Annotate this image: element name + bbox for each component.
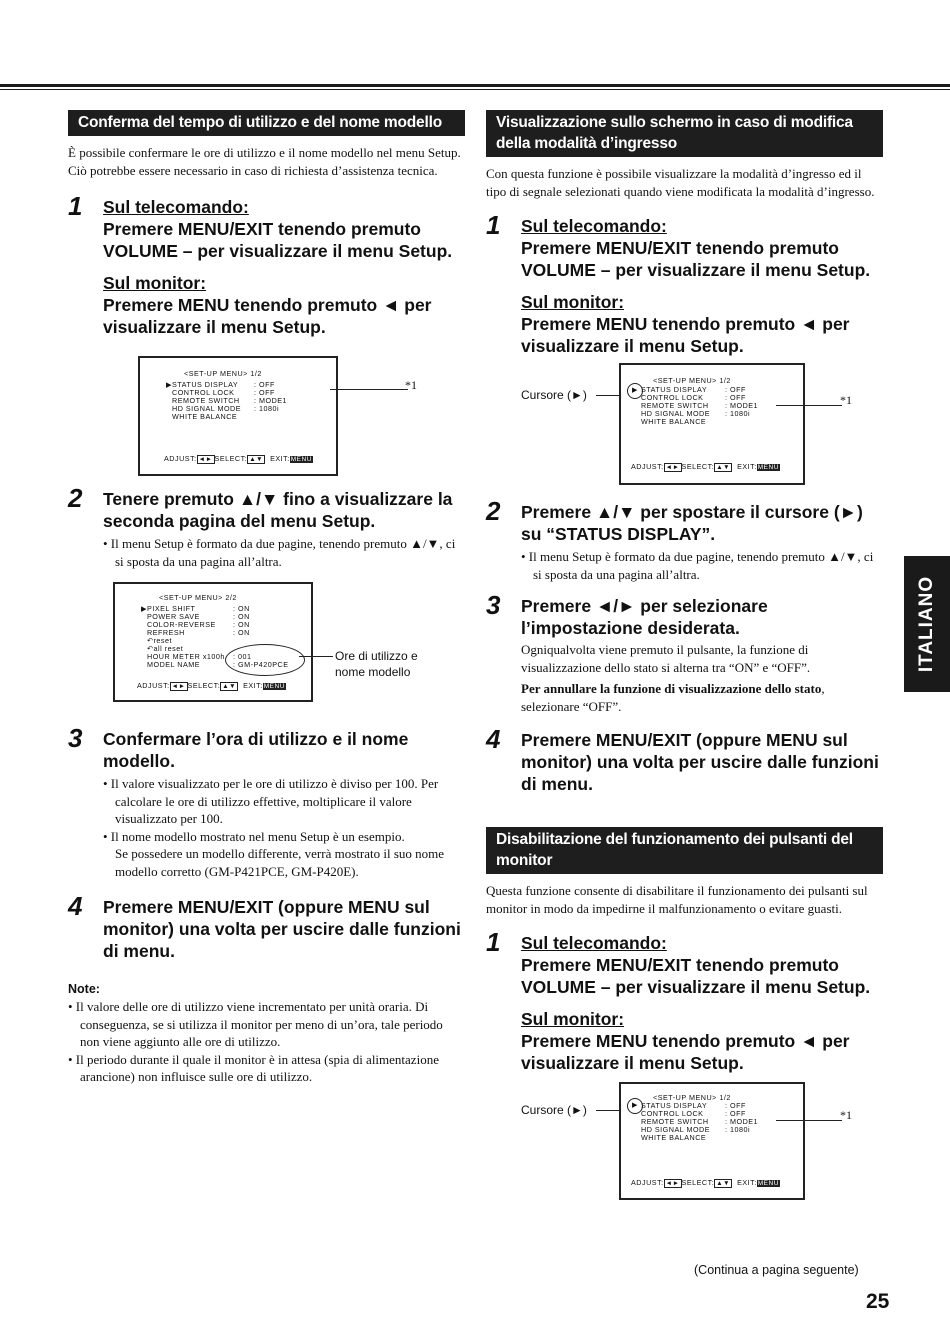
monitor-label: Sul monitor: [521,292,625,312]
continue-note: (Continua a pagina seguente) [694,1263,859,1277]
cursor-circle: ▶ [627,383,643,399]
language-tab [904,556,950,692]
section-heading-usage-time: Conferma del tempo di utilizzo e del nome modello [68,110,465,136]
usage-callout: Ore di utilizzo e nome modello [335,649,418,679]
monitor-instruction: Premere MENU tenendo premuto ◄ per visualizzare il menu Setup. [521,1031,850,1073]
cursor-circle: ▶ [627,1098,643,1114]
step-3 [68,723,465,880]
menu-item: ▶PIXEL SHIFT [141,604,196,613]
menu-value: : 1080i [254,404,280,413]
menu-value: : MODE1 [725,401,759,410]
intro-text: Questa funzione consente di disabilitare il funzionamento dei pulsanti sul monitor in modo da impedirne il malfunzionamento o evitare guasti. [486,883,868,916]
remote-instruction: Premere MENU/EXIT tenendo premuto VOLUME – per visualizzare il menu Setup. [103,219,453,261]
monitor-label: Sul monitor: [521,1009,625,1029]
reference-leader-line [330,389,408,390]
step-number: 2 [486,496,501,526]
menu-figure-4 [486,1082,883,1206]
cursor-label: Cursore (►) [521,1103,587,1117]
menu-title: <SET-UP MENU> 1/2 [653,376,731,385]
step-text: Ogniqualvolta viene premuto il pulsante, la funzione di visualizzazione dello stato si alterna tra “ON” e “OFF”. [521,642,811,675]
menu-item: COLOR-REVERSE [147,620,216,629]
left-column [68,110,465,1086]
menu-value: : ON [233,604,250,613]
section-heading-disable-buttons: Disabilitazione del funzionamento dei pulsanti del monitor [486,827,883,874]
menu-figure-2 [103,576,465,714]
menu-item: CONTROL LOCK [641,393,704,402]
language-tab-label: ITALIANO [916,575,937,673]
step-2 [68,483,465,714]
menu-item: CONTROL LOCK [172,388,235,397]
setup-menu-page-1 [138,356,338,476]
step-4 [486,724,883,795]
highlight-ellipse [225,644,305,676]
step-3 [486,590,883,715]
menu-figure-3 [486,363,883,497]
step-1 [68,191,465,486]
step-note: Per annullare la funzione di visualizzazione dello stato, selezionare “OFF”. [521,681,825,714]
menu-item: STATUS DISPLAY [641,1101,708,1110]
menu-value: : 1080i [725,409,751,418]
menu-item: REMOTE SWITCH [641,401,709,410]
menu-item: WHITE BALANCE [172,412,238,421]
remote-instruction: Premere MENU/EXIT tenendo premuto VOLUME – per visualizzare il menu Setup. [521,238,871,280]
menu-value: : OFF [254,388,275,397]
page-number: 25 [866,1290,890,1313]
callout-line [299,656,333,657]
remote-instruction: Premere MENU/EXIT tenendo premuto VOLUME – per visualizzare il menu Setup. [521,955,871,997]
step-title: Premere MENU/EXIT (oppure MENU sul monitor) una volta per uscire dalle funzioni di menu. [521,730,879,794]
step-number: 4 [486,724,501,754]
step-number: 3 [486,590,501,620]
menu-item: MODEL NAME [147,660,201,669]
intro-text-2: Ciò potrebbe essere necessario in caso di richiesta d’assistenza tecnica. [68,163,438,178]
menu-value: : OFF [725,385,746,394]
menu-item: HD SIGNAL MODE [172,404,242,413]
step-number: 3 [68,723,83,753]
menu-item: HOUR METER x100h [147,652,225,661]
menu-value: : ON [233,620,250,629]
bullet: • Il valore visualizzato per le ore di utilizzo è diviso per 100. Per calcolare le ore di utilizzo effettive, moltiplicare il valore visualizzato per 100. [103,776,439,826]
step-title: Tenere premuto ▲/▼ fino a visualizzare la seconda pagina del menu Setup. [103,489,453,531]
notes-heading: Note: [68,982,100,996]
bullet: • Il nome modello mostrato nel menu Setup è un esempio. [103,828,405,844]
reference-mark: *1 [840,1108,852,1122]
menu-value: : ON [233,628,250,637]
cursor-label: Cursore (►) [521,388,587,402]
setup-menu-cursor-2 [619,1082,805,1200]
top-rule-thick [0,84,950,87]
right-column [486,110,883,1206]
remote-label: Sul telecomando: [521,216,667,236]
menu-item: REMOTE SWITCH [641,1117,709,1126]
bullet: • Il menu Setup è formato da due pagine, tenendo premuto ▲/▼, ci si sposta da una pagina all’altra. [521,549,874,582]
reference-mark: *1 [405,378,417,392]
remote-label: Sul telecomando: [103,197,249,217]
step-4 [68,891,465,962]
menu-value: : ON [233,612,250,621]
menu-item: HD SIGNAL MODE [641,1125,711,1134]
menu-item: POWER SAVE [147,612,200,621]
reference-mark: *1 [840,393,852,407]
menu-title: <SET-UP MENU> 1/2 [184,369,262,378]
menu-item: STATUS DISPLAY [641,385,708,394]
bullet: • Il menu Setup è formato da due pagine, tenendo premuto ▲/▼, ci si sposta da una pagina all’altra. [103,536,456,569]
setup-menu-cursor [619,363,805,485]
step-title: Premere MENU/EXIT (oppure MENU sul monitor) una volta per uscire dalle funzioni di menu. [103,897,461,961]
menu-item: REMOTE SWITCH [172,396,240,405]
menu-footer: ADJUST: ◄► SELECT: ▲▼ EXIT:MENU [631,462,779,471]
menu-footer: ADJUST: ◄► SELECT: ▲▼ EXIT:MENU [631,1178,779,1187]
top-rule-thin [0,89,950,90]
menu-item: WHITE BALANCE [641,1133,707,1142]
menu-footer: ADJUST: ◄► SELECT: ▲▼ EXIT:MENU [164,454,312,463]
setup-menu-page-2 [113,582,313,702]
step-2 [486,496,883,583]
monitor-instruction: Premere MENU tenendo premuto ◄ per visualizzare il menu Setup. [103,295,432,337]
menu-value: : 001 [233,652,252,661]
step-number: 1 [486,210,501,240]
menu-item: ▶STATUS DISPLAY [166,380,239,389]
step-number: 1 [486,927,501,957]
menu-value: : MODE1 [725,1117,759,1126]
reference-leader-line [776,405,842,406]
menu-title: <SET-UP MENU> 2/2 [159,593,237,602]
step-1 [486,210,883,357]
reference-leader-line [776,1120,842,1121]
step-number: 2 [68,483,83,513]
menu-value: : GM-P420PCE [233,660,289,669]
step-number: 4 [68,891,83,921]
step-title: Premere ▲/▼ per spostare il cursore (►) su “STATUS DISPLAY”. [521,502,863,544]
menu-value: : OFF [725,1101,746,1110]
menu-value: : OFF [725,393,746,402]
step-title: Premere ◄/► per selezionare l’impostazione desiderata. [521,596,768,638]
menu-item: HD SIGNAL MODE [641,409,711,418]
menu-item: ↶all reset [147,644,184,653]
monitor-instruction: Premere MENU tenendo premuto ◄ per visualizzare il menu Setup. [521,314,850,356]
menu-footer: ADJUST: ◄► SELECT: ▲▼ EXIT:MENU [137,681,285,690]
menu-item: ↶reset [147,636,173,645]
bullet-continuation: Se possedere un modello differente, verrà mostrato il suo nome modello corretto (GM-P421PCE, GM-P420E). [115,846,445,879]
intro-text: È possibile confermare le ore di utilizzo e il nome modello nel menu Setup. [68,145,461,160]
step-title: Confermare l’ora di utilizzo e il nome modello. [103,729,409,771]
remote-label: Sul telecomando: [521,933,667,953]
menu-title: <SET-UP MENU> 1/2 [653,1093,731,1102]
menu-value: : OFF [254,380,275,389]
monitor-label: Sul monitor: [103,273,207,293]
menu-item: CONTROL LOCK [641,1109,704,1118]
menu-item: WHITE BALANCE [641,417,707,426]
intro-text: Con questa funzione è possibile visualizzare la modalità d’ingresso ed il tipo di segnale selezionati quando viene modificata la modalità d’ingresso. [486,166,875,199]
menu-figure-1 [103,346,465,486]
menu-value: : 1080i [725,1125,751,1134]
step-1b [486,927,883,1074]
section-heading-input-mode: Visualizzazione sullo schermo in caso di modifica della modalità d’ingresso [486,110,883,157]
menu-item: REFRESH [147,628,185,637]
menu-value: : MODE1 [254,396,288,405]
note: • Il valore delle ore di utilizzo viene incrementato per unità oraria. Di conseguenza, se si utilizza il monitor per meno di un’ora, tale periodo non viene aggiunto alle ore di utilizzo. [68,999,443,1049]
menu-value: : OFF [725,1109,746,1118]
step-number: 1 [68,191,83,221]
note: • Il periodo durante il quale il monitor è in attesa (spia di alimentazione arancione) non influisce sulle ore di utilizzo. [68,1051,439,1084]
